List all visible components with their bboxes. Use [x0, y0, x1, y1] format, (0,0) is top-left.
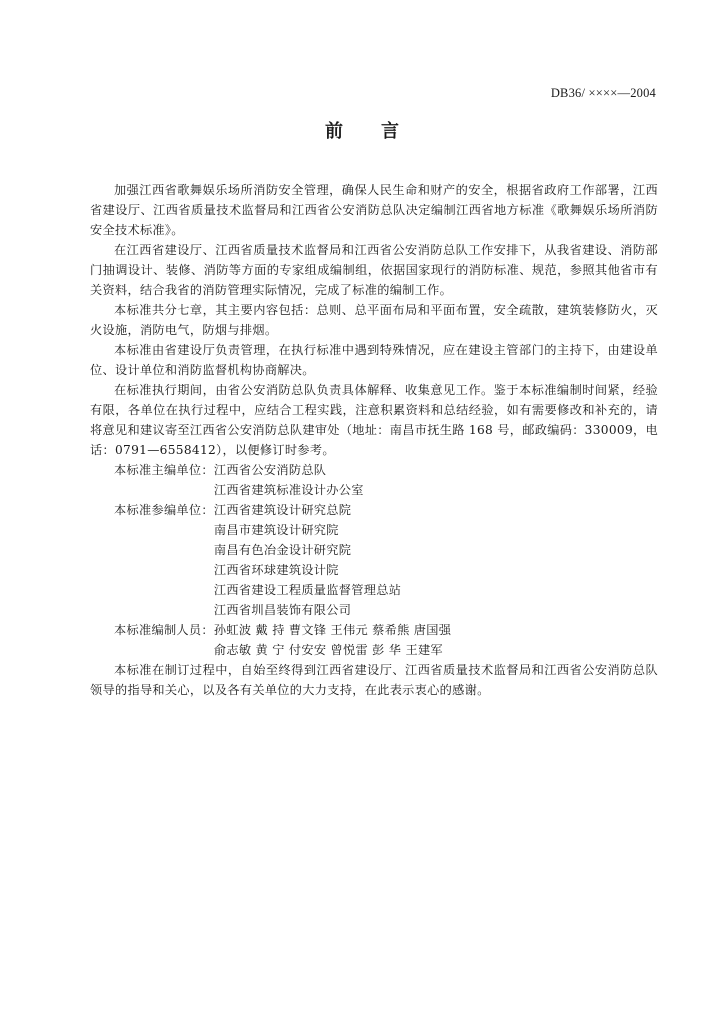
- paragraph-drafting: 在江西省建设厅、江西省质量技术监督局和江西省公安消防总队工作安排下，从我省建设、消防部门抽调设计、装修、消防等方面的专家组成编制组，依据国家现行的消防标准、规范，参照其他省市有关资料，结合我省的消防管理实际情况，完成了标准的编制工作。: [90, 243, 658, 297]
- standard-code: DB36/ ××××—2004: [550, 86, 656, 100]
- page-title: 前言: [325, 121, 437, 142]
- co-editor-label: 本标准参编单位：: [114, 503, 214, 517]
- paragraph-acknowledgement: 本标准在制订过程中，自始至终得到江西省建设厅、江西省质量技术监督局和江西省公安消防总队领导的指导和关心，以及各有关单位的大力支持，在此表示衷心的感谢。: [90, 663, 658, 697]
- co-editor-unit: 江西省建筑设计研究总院: [213, 503, 352, 517]
- drafters-label: 本标准编制人员：: [114, 623, 214, 637]
- co-editor-unit: 江西省环球建筑设计院: [213, 563, 339, 577]
- chief-editor-units: [90, 460, 658, 500]
- paragraph-feedback: 在标准执行期间，由省公安消防总队负责具体解释、收集意见工作。鉴于本标准编制时间紧，经验有限，各单位在执行过程中，应结合工程实践，注意积累资料和总结经验，如有需要修改和补充的，请将意见和建议寄至江西省公安消防总队建审处（地址：南昌市抚生路 168 号，邮政编码：330009，电话：0791—6558412），以便修订时参考。: [90, 383, 658, 457]
- chief-editor-unit: 江西省建筑标准设计办公室: [213, 483, 364, 497]
- co-editor-unit: 南昌有色冶金设计研究院: [213, 543, 352, 557]
- paragraph-purpose: 加强江西省歌舞娱乐场所消防安全管理，确保人民生命和财产的安全，根据省政府工作部署，江西省建设厅、江西省质量技术监督局和江西省公安消防总队决定编制江西省地方标准《歌舞娱乐场所消防安全技术标准》。: [90, 183, 658, 237]
- paragraph-management: 本标准由省建设厅负责管理，在执行标准中遇到特殊情况，应在建设主管部门的主持下，由建设单位、设计单位和消防监督机构协商解决。: [90, 343, 658, 377]
- co-editor-unit: 江西省建设工程质量监督管理总站: [213, 583, 402, 597]
- co-editor-unit: 南昌市建筑设计研究院: [213, 523, 339, 537]
- chief-editor-unit: 江西省公安消防总队: [213, 463, 327, 477]
- preface-body: [90, 180, 658, 700]
- paragraph-contents: 本标准共分七章，其主要内容包括：总则、总平面布局和平面布置，安全疏散，建筑装修防火，灭火设施，消防电气，防烟与排烟。: [90, 303, 658, 337]
- drafters-row: 俞志敏 黄 宁 付安安 曾悦雷 彭 华 王建军: [213, 643, 443, 657]
- drafters-row: 孙虹波 戴 持 曹文锋 王伟元 蔡希熊 唐国强: [213, 623, 452, 637]
- co-editor-units: [90, 500, 658, 620]
- co-editor-unit: 江西省圳昌装饰有限公司: [213, 603, 352, 617]
- chief-editor-label: 本标准主编单位：: [114, 463, 214, 477]
- drafters-list: [90, 620, 658, 660]
